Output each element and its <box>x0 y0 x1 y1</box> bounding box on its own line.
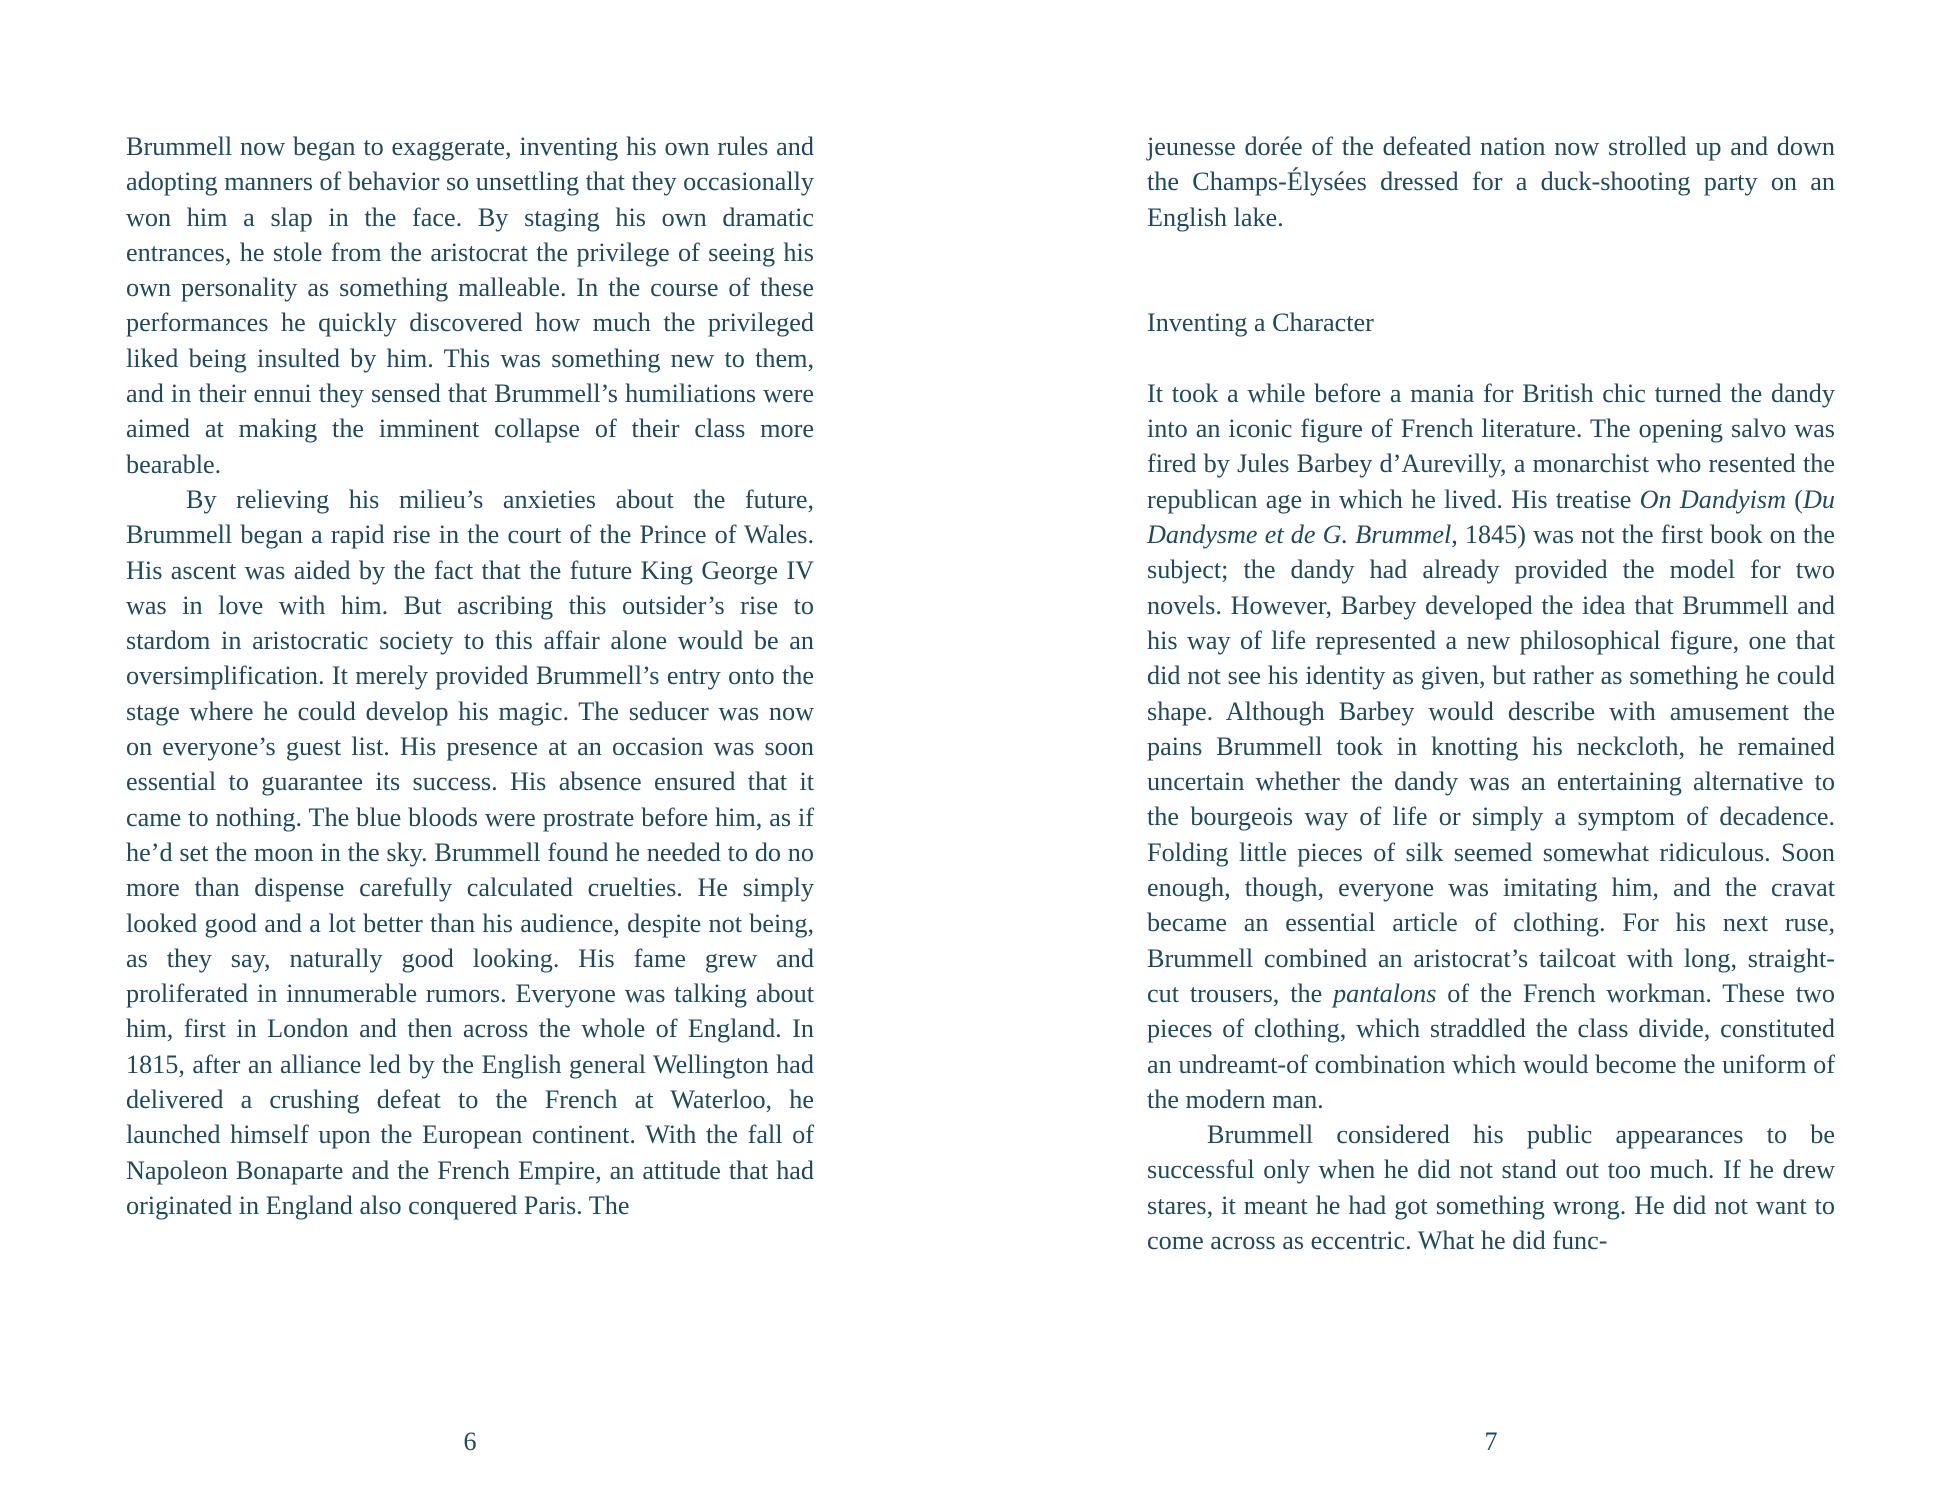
carry-over-paragraph: jeunesse dorée of the defeated nation now strolled up and down the Champs-Élysées dressed for a duck-shooting party on an English lake. <box>1147 132 1835 232</box>
text-run: It took a while before a mania for British chic turned the dandy into an iconic figure of French literature. The opening salvo was fired by Jules Barbey d’Aurevilly, a monarchist who resented the republican age in which he lived. His treatise <box>1147 378 1835 514</box>
body-paragraph: Brummell considered his public appearances to be successful only when he did not stand out too much. If he drew stares, it meant he had got something wrong. He did not want to come across as eccentric. What he did func- <box>1147 1120 1835 1256</box>
body-paragraph: Brummell now began to exaggerate, inventing his own rules and adopting manners of behavior so unsettling that they occasionally won him a slap in the face. By staging his own dramatic entrances, he stole from the aristocrat the privilege of seeing his own personality as something malleable. In the course of these performances he quickly discovered how much the privileged liked being insulted by him. This was something new to them, and in their ennui they sensed that Brummell’s humiliations were aimed at making the imminent collapse of their class more bearable. <box>126 132 814 479</box>
page-number-right: 7 <box>1484 1427 1498 1456</box>
text-run: ( <box>1786 484 1803 514</box>
right-page <box>1147 129 1835 1258</box>
book-title-english: On Dandyism <box>1639 484 1787 514</box>
body-paragraph <box>1147 376 1835 1117</box>
page-number-left: 6 <box>463 1427 477 1456</box>
section-heading: Inventing a Character <box>1147 307 1374 337</box>
italic-term: pantalons <box>1333 978 1437 1008</box>
body-paragraph: By relieving his milieu’s anxieties about the future, Brummell began a rapid rise in the court of the Prince of Wales. His ascent was aided by the fact that the future King George IV was in love with him. But ascribing this outsider’s rise to stardom in aristocratic society to this affair alone would be an oversimplification. It merely provided Brummell’s entry onto the stage where he could develop his magic. The seducer was now on everyone’s guest list. His presence at an occasion was soon essential to guarantee its success. His absence ensured that it came to nothing. The blue bloods were prostrate before him, as if he’d set the moon in the sky. Brummell found he needed to do no more than dispense carefully calculated cruelties. He simply looked good and a lot better than his audience, despite not being, as they say, naturally good looking. His fame grew and proliferated in innumerable rumors. Everyone was talking about him, first in London and then across the whole of England. In 1815, after an alliance led by the English general Wellington had delivered a crushing defeat to the French at Waterloo, he launched himself upon the European continent. With the fall of Napoleon Bonaparte and the French Empire, an attitude that had originated in England also conquered Paris. The <box>126 484 814 1220</box>
text-run: of the French workman. These two pieces of clothing, which straddled the class divide, constituted an undreamt-of combination which would become the uniform of the modern man. <box>1147 978 1835 1114</box>
book-title-french: Du Dandysme et de G. Brummel <box>1147 484 1835 550</box>
left-page <box>126 129 814 1223</box>
text-run: , 1845) was not the first book on the subject; the dandy had already provided the model for two novels. However, Barbey developed the idea that Brummell and his way of life represented a new philosophical figure, one that did not see his identity as given, but rather as something he could shape. Although Barbey would describe with amusement the pains Brummell took in knotting his neckcloth, he remained uncertain whether the dandy was an entertaining alternative to the bourgeois way of life or simply a symptom of decadence. Folding little pieces of silk seemed somewhat ridiculous. Soon enough, though, everyone was imitating him, and the cravat became an essential article of clothing. For his next ruse, Brummell combined an aristocrat’s tailcoat with long, straight-cut trousers, the <box>1147 520 1835 1008</box>
